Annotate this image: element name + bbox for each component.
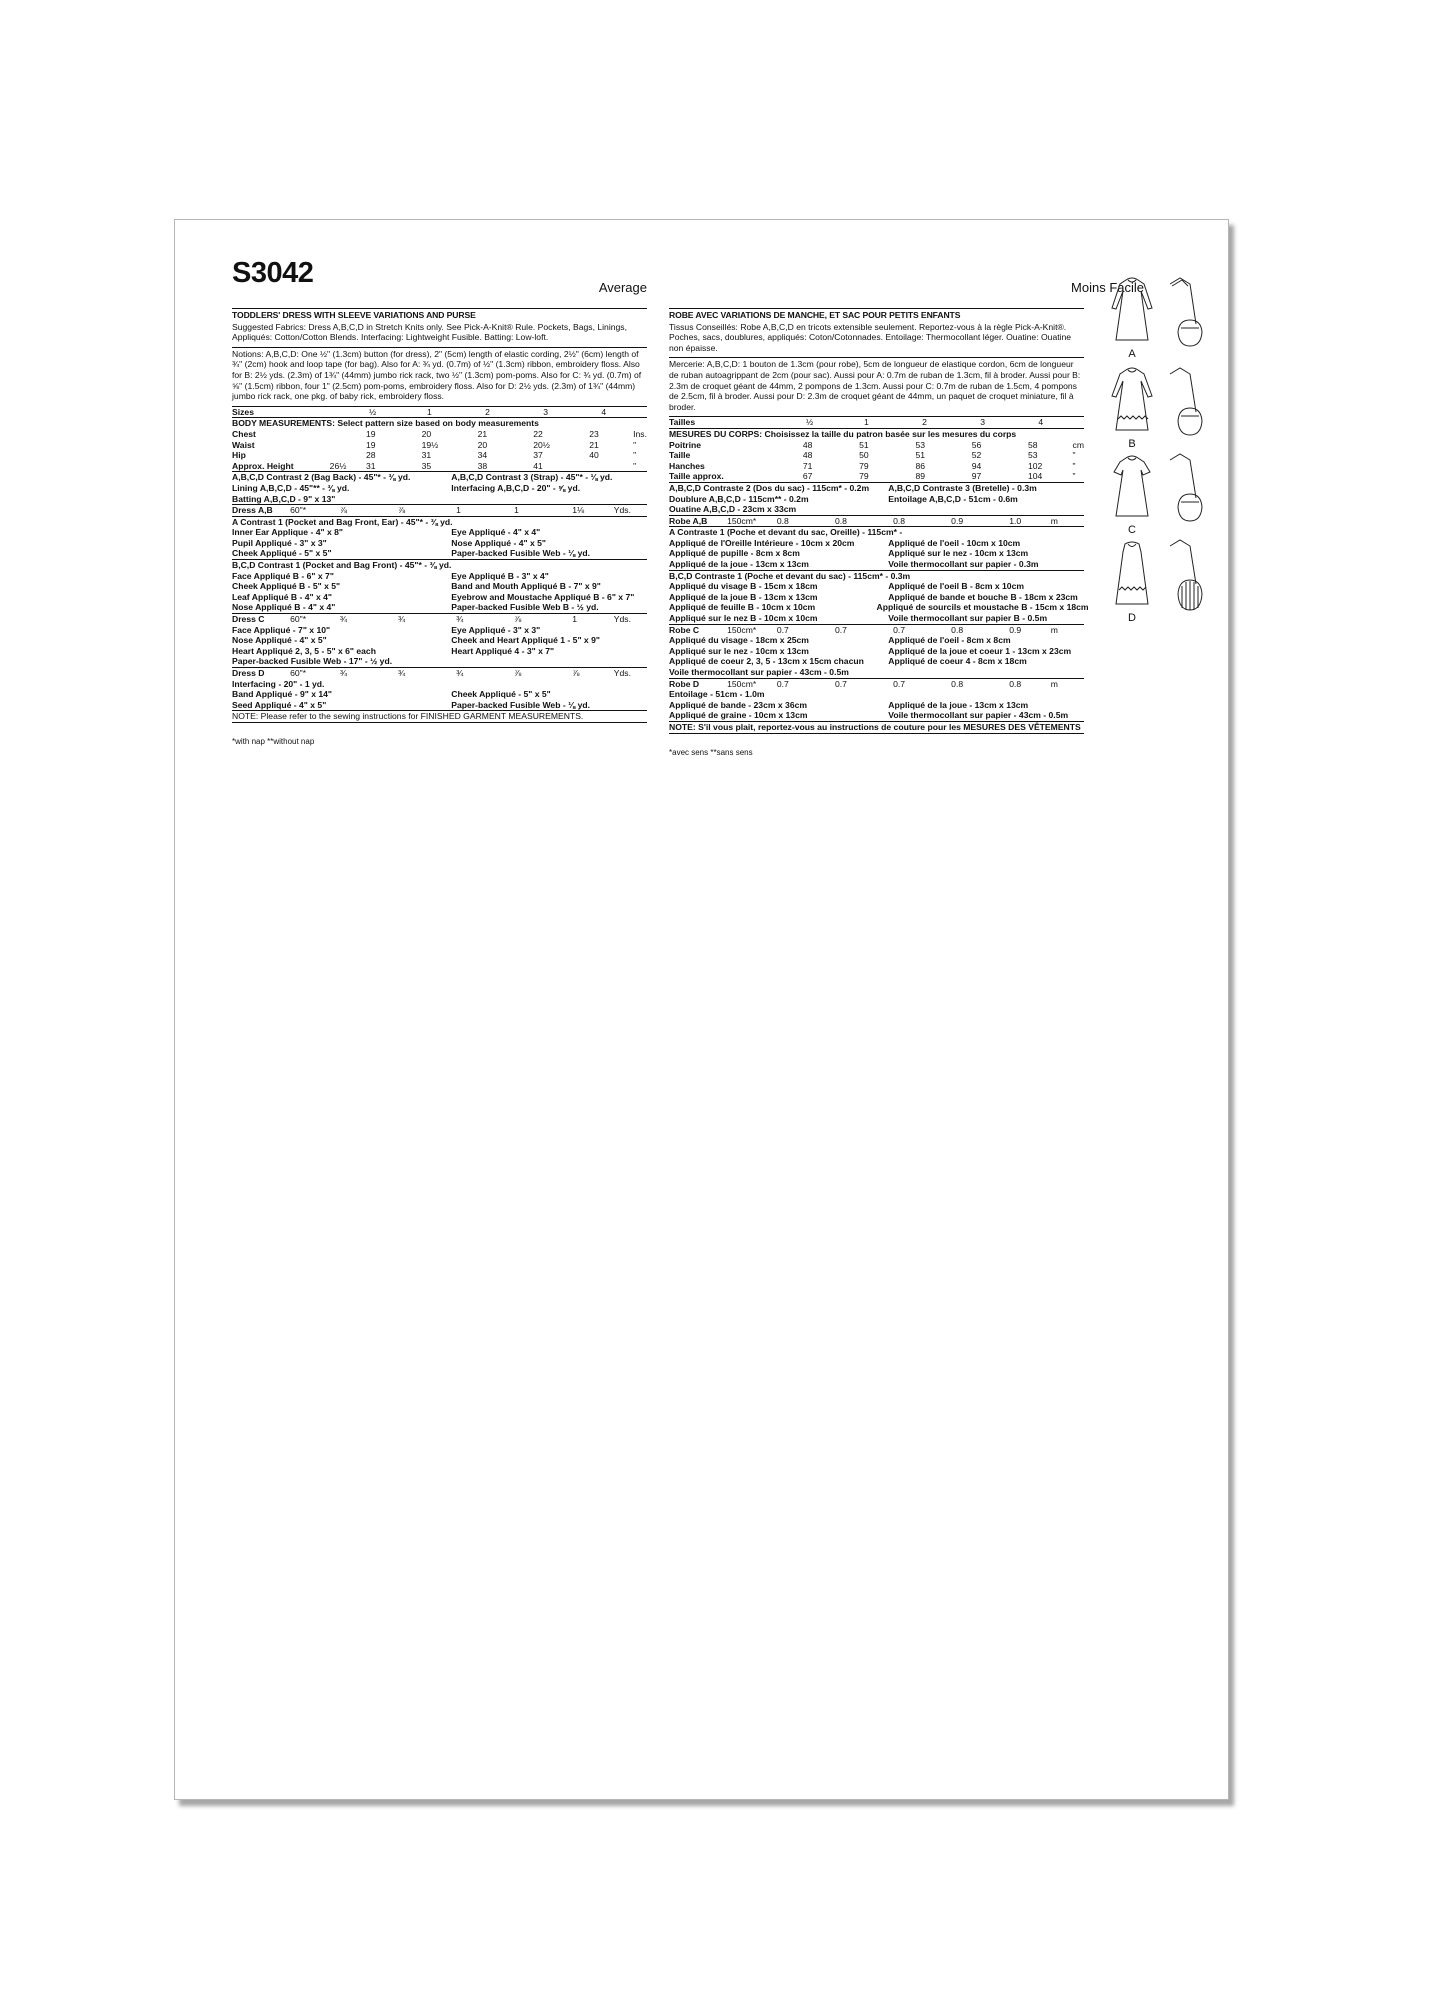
pattern-code: S3042 [232,257,314,289]
applique-row: Appliqué du visage B - 15cm x 18cm Appliqué de l'oeil B - 8cm x 10cm [669,581,1024,592]
size-cell: ½ [369,406,427,418]
difficulty-level: Average [598,280,647,295]
garment-title: ROBE AVEC VARIATIONS DE MANCHE, ET SAC POUR PETITS ENFANTS [669,308,1084,321]
view-label: B [1128,438,1136,450]
applique-row: Face Appliqué - 7" x 10" Eye Appliqué - 3" x 3" [232,624,541,635]
contrast-row: A,B,C,D Contraste 2 (Dos du sac) - 115cm* - 0.2m A,B,C,D Contraste 3 (Bretelle) - 0.3m [669,482,1084,494]
table-row: Waist 19 19½ 20 20½ 21 " [232,439,637,450]
french-column [669,280,1144,758]
applique-row: Nose Appliqué - 4" x 5" Cheek and Heart Appliqué 1 - 5" x 9" [232,635,600,646]
applique-row: Appliqué sur le nez - 10cm x 13cm Appliqué de la joue et coeur 1 - 13cm x 23cm [669,645,1072,656]
size-cell: 3 [980,417,1038,429]
dress-ab-row: Dress A,B 60"* ⅞ ⅞ 1 1 1⅛ Yds. [232,504,647,516]
applique-row: Appliqué de coeur 2, 3, 5 - 13cm x 15cm chacun Appliqué de coeur 4 - 8cm x 18cm [669,656,1027,667]
footnote: *avec sens **sans sens [669,747,753,757]
dress-b-rickrack-icon [1108,364,1213,440]
applique-row: Pupil Appliqué - 3" x 3" Nose Appliqué - 4" x 5" [232,537,546,548]
c-fusible-web: Voile thermocollant sur papier - 43cm - 0.5m [669,667,849,677]
applique-row: Appliqué de l'Oreille Intérieure - 10cm x 20cm Appliqué de l'oeil - 10cm x 10cm [669,537,1021,548]
bcd-contrast1: B,C,D Contrast 1 (Pocket and Bag Front) - 45"* - ⅜ yd. [232,559,647,571]
applique-row: Heart Appliqué 2, 3, 5 - 5" x 6" each Heart Appliqué 4 - 3" x 7" [232,645,555,656]
applique-row: Nose Appliqué B - 4" x 4" Paper-backed Fusible Web B - ½ yd. [232,602,599,613]
applique-row: Appliqué sur le nez B - 10cm x 10cm Voile thermocollant sur papier B - 0.5m [669,613,1048,624]
dress-c-row: Dress C 60"* ¾ ¾ ¾ ⅞ 1 Yds. [232,613,647,625]
suggested-fabrics: Tissus Conseillés: Robe A,B,C,D en tricots extensible seulement. Reportez-vous à la règle Pick-A-Knit®. Poches, sacs, doublures, appliqués: Coton/Cotonnades. Entoilage: Thermocollant léger. Ouatine: Ouatine non épaisse. [669,321,1072,353]
c-fusible-web: Paper-backed Fusible Web - 17" - ½ yd. [232,656,393,667]
dress-c-short-sleeve-icon [1108,452,1213,528]
table-row: Chest 19 20 21 22 23 Ins. [232,428,647,439]
d-interfacing: Interfacing - 20" - 1 yd. [232,678,325,689]
size-cell: 3 [543,406,601,418]
sizes-table [669,416,1084,429]
table-row: Taille 48 50 51 52 53 " [669,450,1076,461]
view-c-illustration [1108,452,1213,538]
size-cell: 1 [864,417,922,429]
sizes-table [232,406,647,419]
notions: Mercerie: A,B,C,D: 1 bouton de 1.3cm (pour robe), 5cm de longueur de elastique cordon, 6cm de longueur de ruban autoagrippant de 2cm (pour sac). Aussi pour A: 0.7m de ruban de 1.3cm, fil à broder. Aussi pour B: 2.3m de croquet géant de 44mm, 2 pompons de 1.3cm. Aussi pour C: 0.7m de ruban de 1.5cm, 4 pompons de 2.5cm, fil à broder. Aussi pour D: 2.3m de croquet géant de 44mm, un paquet de croquet miniature, fil à broder. [669,357,1084,412]
size-cell: ½ [806,417,864,429]
applique-row: Appliqué du visage - 18cm x 25cm Appliqué de l'oeil - 8cm x 8cm [669,635,1011,646]
table-row: Taille approx. 67 79 89 97 104 " [669,471,1076,482]
applique-row: Seed Appliqué - 4" x 5" Paper-backed Fusible Web - ⅛ yd. [232,699,591,710]
applique-row: Appliqué de la joue B - 13cm x 13cm Appliqué de bande et bouche B - 18cm x 23cm [669,591,1078,602]
view-label: C [1128,524,1136,536]
size-cell: 2 [922,417,980,429]
body-measurements-heading: MESURES DU CORPS: Choisissez la taille du patron basée sur les mesures du corps [669,428,1017,439]
note: NOTE: S'il vous plait, reportez-vous au instructions de couture pour les MESURES DES VÊTEMENTS [669,721,1084,734]
dress-ab-row: Robe A,B 150cm* 0.8 0.8 0.8 0.9 1.0 m [669,515,1084,527]
garment-title: TODDLERS' DRESS WITH SLEEVE VARIATIONS AND PURSE [232,308,647,321]
applique-row: Inner Ear Applique - 4" x 8" Eye Appliqué - 4" x 4" [232,527,541,538]
applique-row: Appliqué de la joue - 13cm x 13cm Voile thermocollant sur papier - 0.3m [669,559,1039,570]
dress-c-row: Robe C 150cm* 0.7 0.7 0.7 0.8 0.9 m [669,624,1084,636]
table-row: Approx. Height 26½ 31 35 38 41 " [232,460,637,471]
view-d-illustration [1108,538,1213,624]
sizes-label: Tailles [669,417,769,429]
note: NOTE: Please refer to the sewing instructions for FINISHED GARMENT MEASUREMENTS. [232,710,647,723]
view-label: A [1128,348,1136,360]
lining-row: Lining A,B,C,D - 45"** - ⅜ yd. Interfacing A,B,C,D - 20" - ⅝ yd. [232,482,581,493]
view-b-illustration [1108,364,1213,450]
garment-views [1108,274,1213,634]
lining-row: Doublure A,B,C,D - 115cm** - 0.2m Entoilage A,B,C,D - 51cm - 0.6m [669,493,1018,504]
applique-row: Appliqué de bande - 23cm x 36cm Appliqué de la joue - 13cm x 13cm [669,699,1029,710]
applique-row: Cheek Appliqué B - 5" x 5" Band and Mouth Appliqué B - 7" x 9" [232,581,601,592]
applique-row: Appliqué de feuille B - 10cm x 10cm Appliqué de sourcils et moustache B - 15cm x 18cm [669,602,1089,613]
body-measurements-table [232,429,647,471]
bcd-contrast1: B,C,D Contraste 1 (Poche et devant du sac) - 115cm* - 0.3m [669,570,1084,582]
applique-row: Band Appliqué - 9" x 14" Cheek Appliqué - 5" x 5" [232,689,551,700]
view-label: D [1128,612,1136,624]
footnote: *with nap **without nap [232,736,315,746]
size-cell: 2 [485,406,543,418]
dress-d-row: Dress D 60"* ¾ ¾ ¾ ⅞ ⅞ Yds. [232,667,647,679]
size-cell: 4 [601,406,647,418]
table-row: Hip 28 31 34 37 40 " [232,450,637,461]
english-column [232,257,647,748]
size-cell: 1 [427,406,485,418]
body-measurements-table [669,440,1084,482]
dress-a-long-sleeve-icon [1108,274,1213,350]
suggested-fabrics: Suggested Fabrics: Dress A,B,C,D in Stretch Knits only. See Pick-A-Knit® Rule. Pockets, Bags, Linings, Appliqués: Cotton/Cotton Blends. Interfacing: Lightweight Fusible. Batting: Low-loft. [232,321,627,343]
applique-row: Face Appliqué B - 6" x 7" Eye Appliqué B - 3" x 4" [232,570,549,581]
a-contrast1: A Contrast 1 (Pocket and Bag Front, Ear) - 45"* - ⅜ yd. [232,516,647,528]
applique-row: Appliqué de pupille - 8cm x 8cm Appliqué sur le nez - 10cm x 13cm [669,548,1029,559]
applique-row: Leaf Appliqué B - 4" x 4" Eyebrow and Moustache Appliqué B - 6" x 7" [232,591,635,602]
batting: Ouatine A,B,C,D - 23cm x 33cm [669,504,797,515]
table-row: Hanches 71 79 86 94 102 " [669,460,1076,471]
difficulty-level: Moins Facile [1071,280,1144,295]
sizes-label: Sizes [232,406,332,418]
view-a-illustration [1108,274,1213,360]
size-cell: 4 [1038,417,1084,429]
table-row: Poitrine 48 51 53 56 58 cm [669,439,1084,450]
applique-row: Cheek Appliqué - 5" x 5" Paper-backed Fusible Web - ⅛ yd. [232,548,591,559]
body-measurements-heading: BODY MEASUREMENTS: Select pattern size based on body measurements [232,418,539,429]
dress-d-sleeveless-icon [1108,538,1213,614]
a-contrast1: A Contraste 1 (Poche et devant du sac, Oreille) - 115cm* - [669,526,1084,538]
batting: Batting A,B,C,D - 9" x 13" [232,493,336,504]
dress-d-row: Robe D 150cm* 0.7 0.7 0.7 0.8 0.8 m [669,678,1084,690]
notions: Notions: A,B,C,D: One ½" (1.3cm) button (for dress), 2" (5cm) length of elastic cording, 2½" (6cm) length of ¾" (2cm) hook and loop tape (for bag). Also for A: ¾ yd. (0.7m) of ½" (1.3cm) ribbon, embroidery floss. Also for B: 2½ yds. (2.3m) of 1¾" (44mm) jumbo rick rack, two ½" (1.3cm) pom-poms. Also for C: ¾ yd. (0.7m) of ⅝" (1.5cm) ribbon, four 1" (2.5cm) pom-poms, embroidery floss. Also for D: 2½ yds. (2.3m) of 1¾" (44mm) jumbo rick rack, one pkg. of baby rick, embroidery floss. [232,347,647,402]
d-interfacing: Entoilage - 51cm - 1.0m [669,689,765,700]
applique-row: Appliqué de graine - 10cm x 13cm Voile thermocollant sur papier - 43cm - 0.5m [669,710,1069,721]
contrast-row: A,B,C,D Contrast 2 (Bag Back) - 45"* - ⅜ yd. A,B,C,D Contrast 3 (Strap) - 45"* - ⅛ yd. [232,471,647,483]
